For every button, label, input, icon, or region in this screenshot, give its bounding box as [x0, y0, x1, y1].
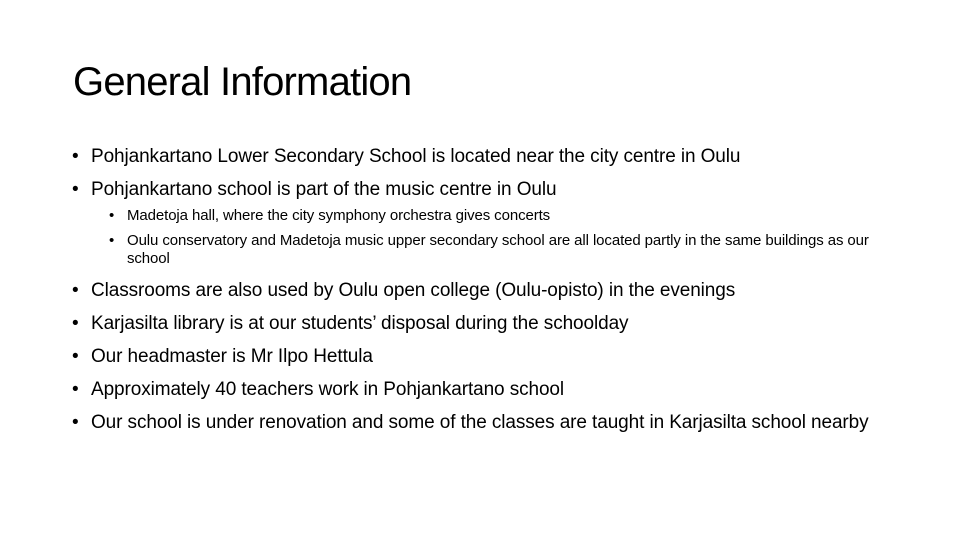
bullet-icon: •: [72, 280, 79, 301]
bullet-icon: •: [72, 412, 79, 433]
bullet-icon: •: [109, 232, 115, 249]
bullet-icon: •: [72, 379, 79, 400]
sub-bullet-list: [109, 207, 869, 275]
list-item-text: Our school is under renovation and some of the classes are taught in Karjasilta school nearby: [91, 412, 869, 433]
list-item: [72, 378, 872, 402]
list-item-text: Karjasilta library is at our students’ disposal during the schoolday: [91, 313, 629, 334]
sub-list-item-text: Oulu conservatory and Madetoja music upper secondary school are all located partly in the same buildings as our school: [127, 232, 869, 267]
sub-list-item: [109, 207, 869, 225]
list-item: [72, 145, 872, 169]
sub-list-item: [109, 232, 869, 268]
bullet-icon: •: [72, 179, 79, 200]
list-item: [72, 345, 872, 369]
bullet-list-bottom: [72, 279, 872, 444]
list-item-text: Pohjankartano Lower Secondary School is located near the city centre in Oulu: [91, 146, 741, 167]
sub-list-item-text: Madetoja hall, where the city symphony orchestra gives concerts: [127, 207, 551, 224]
list-item-text: Our headmaster is Mr Ilpo Hettula: [91, 346, 373, 367]
list-item: [72, 411, 872, 435]
list-item-text: Approximately 40 teachers work in Pohjankartano school: [91, 379, 565, 400]
list-item: [72, 279, 872, 303]
list-item: [72, 178, 872, 202]
list-item: [72, 312, 872, 336]
list-item-text: Pohjankartano school is part of the music centre in Oulu: [91, 179, 557, 200]
slide-title: General Information: [73, 60, 412, 104]
bullet-icon: •: [72, 146, 79, 167]
list-item-text: Classrooms are also used by Oulu open college (Oulu-opisto) in the evenings: [91, 280, 736, 301]
bullet-list-top: [72, 145, 872, 211]
bullet-icon: •: [109, 207, 115, 224]
bullet-icon: •: [72, 313, 79, 334]
bullet-icon: •: [72, 346, 79, 367]
